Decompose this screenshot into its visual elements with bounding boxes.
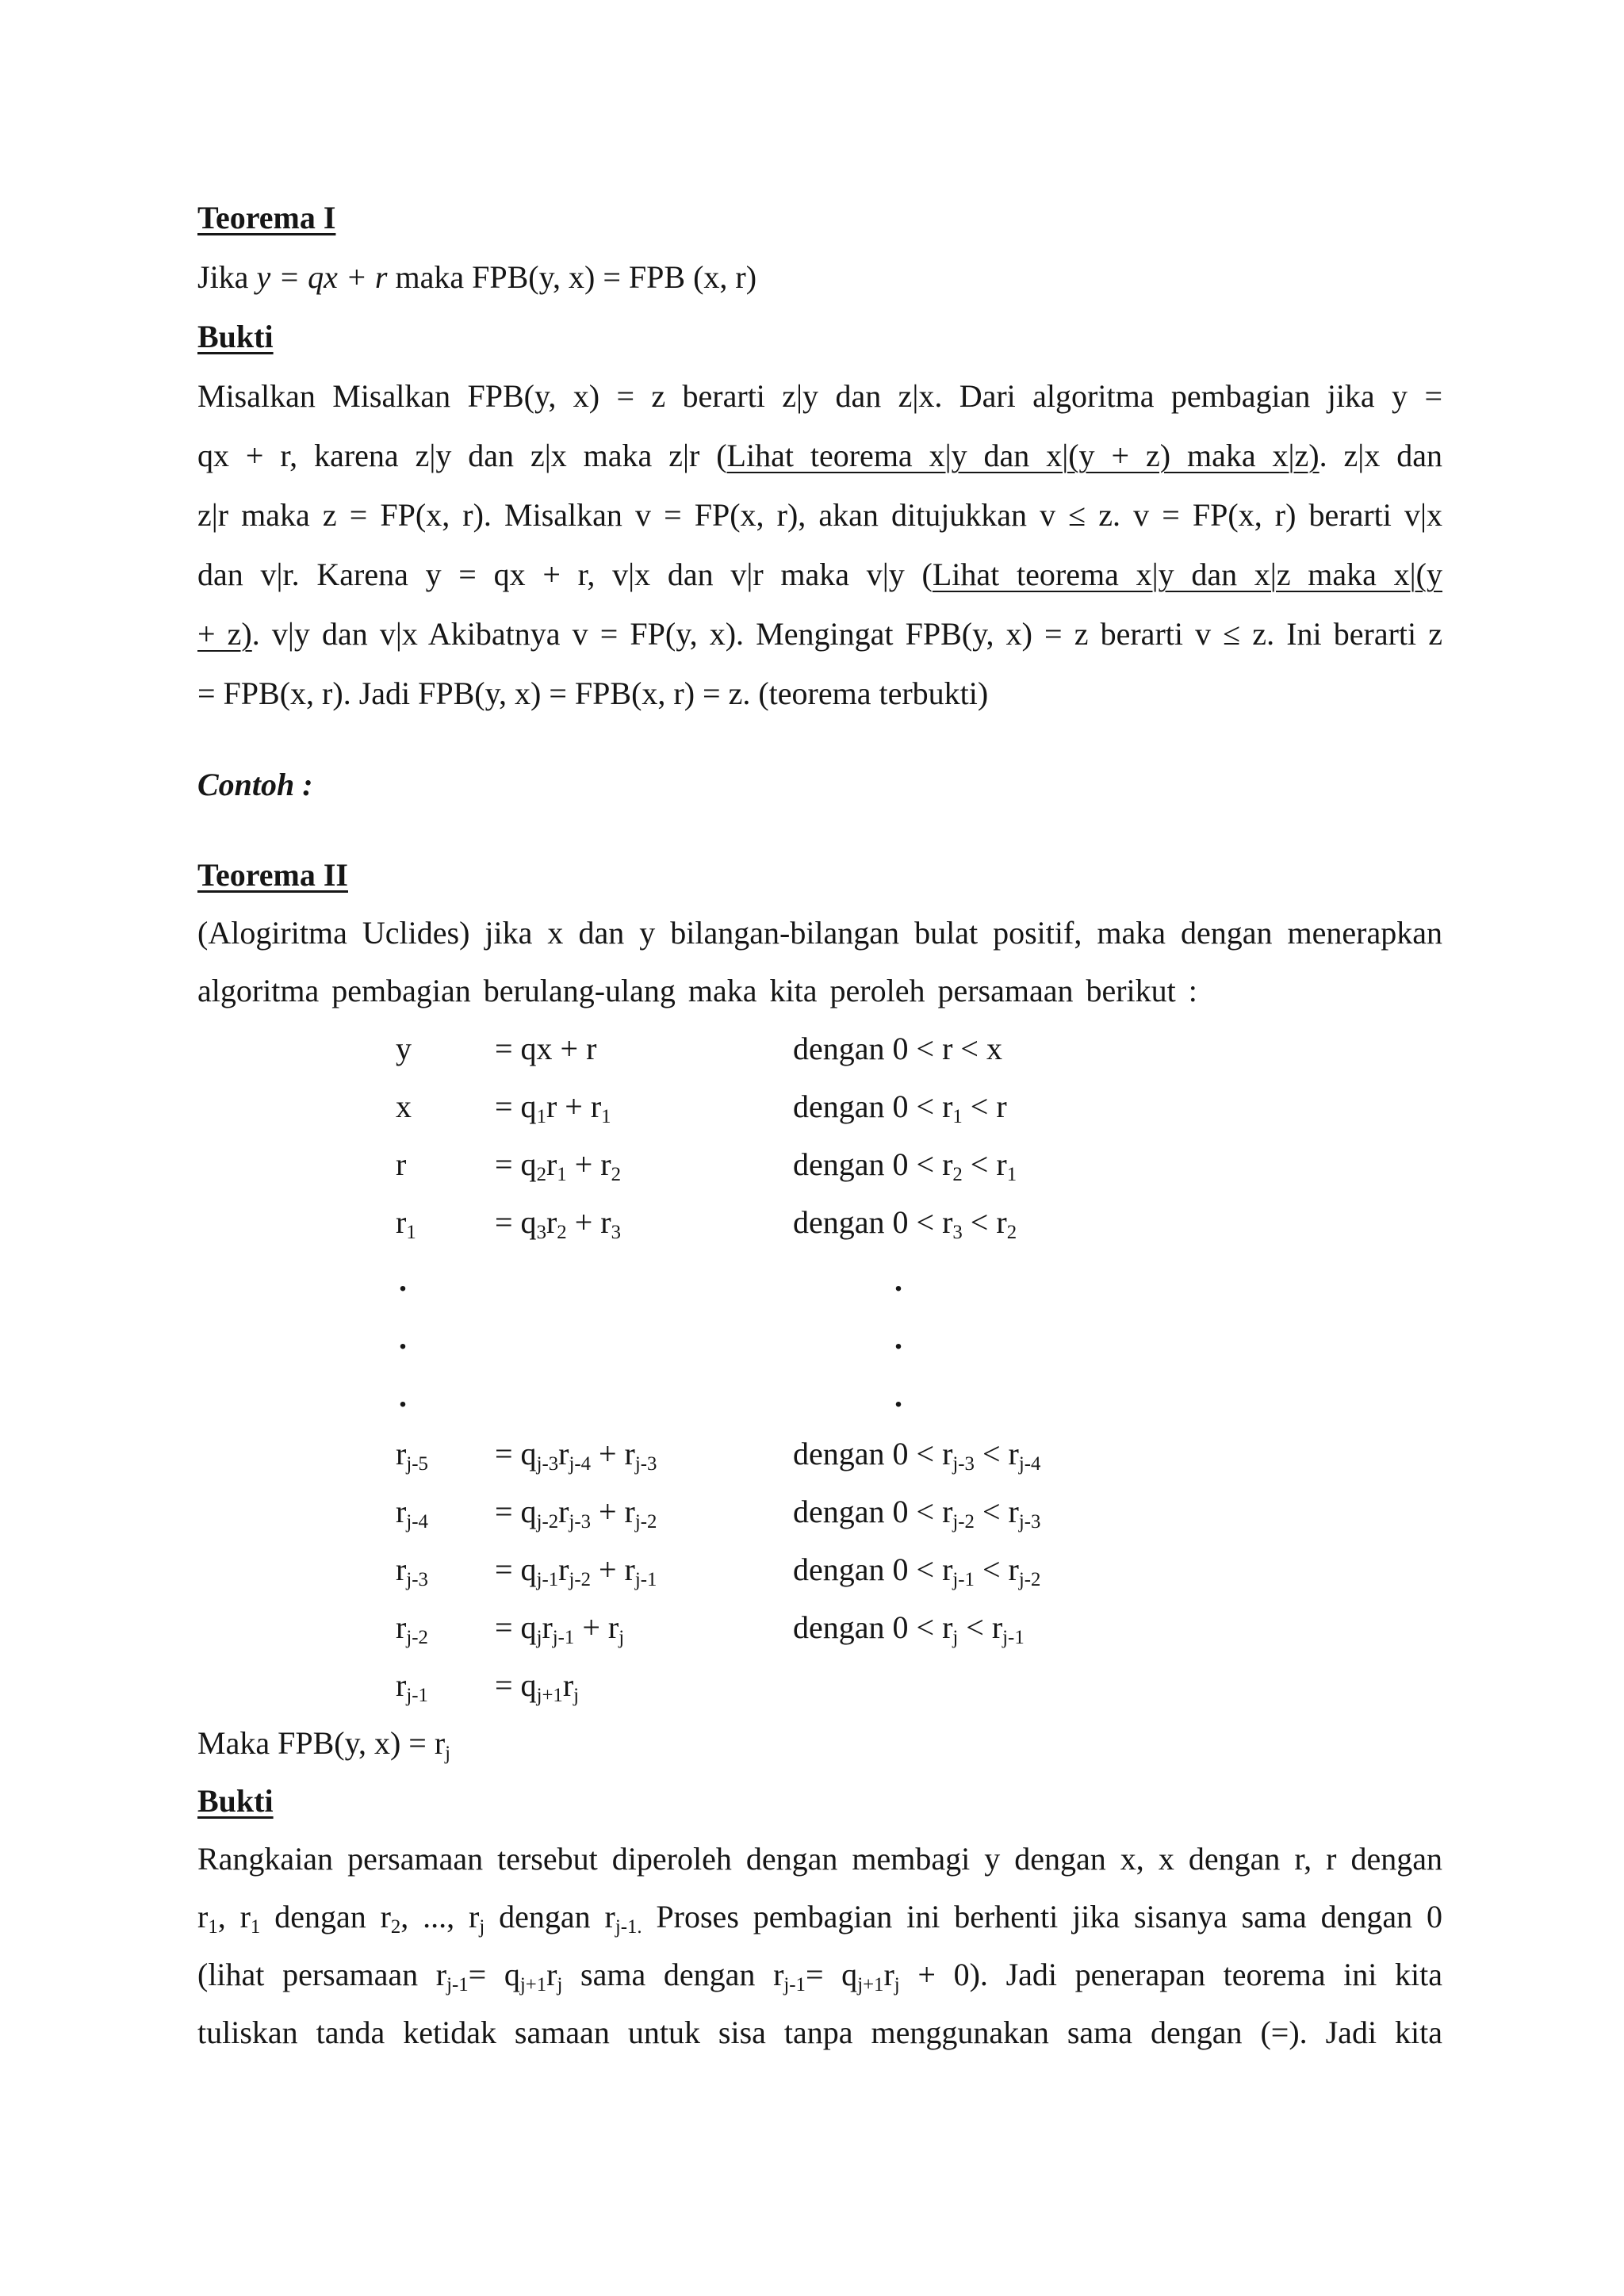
proof-line	[197, 485, 1442, 545]
equation-lhs	[399, 1367, 407, 1425]
subscript: j-2	[406, 1626, 428, 1648]
equation-lhs	[396, 1656, 428, 1714]
text-run: dengan 0 < r < x	[793, 1031, 1002, 1066]
text-run: tuliskan tanda ketidak samaan untuk sisa tanpa menggunakan sama dengan (=). Jadi kita	[197, 2015, 1442, 2050]
text-run: dan v|r. Karena y = qx + r, v|x dan v|r maka v|y (	[197, 557, 933, 592]
ellipsis-row	[197, 1309, 1442, 1367]
equation-lhs	[396, 1483, 428, 1540]
conclusion-line	[197, 1714, 1442, 1772]
proof-line	[197, 1888, 1442, 1946]
subscript: j-1	[1002, 1626, 1025, 1648]
subscript: j-2	[634, 1510, 657, 1533]
text-run: z|r maka z = FP(x, r). Misalkan v = FP(x, r), akan ditujukkan v ≤ z. v = FP(x, r) berarti v|x	[197, 497, 1442, 533]
intro-line	[197, 904, 1442, 962]
text-run: Maka FPB(y, x) = r	[197, 1725, 446, 1761]
text-run: dengan 0 < r	[793, 1436, 953, 1471]
equation-rhs	[495, 1135, 621, 1193]
subscript: j-4	[569, 1452, 591, 1475]
text-run: r	[562, 1667, 574, 1703]
equation-row	[197, 1020, 1442, 1077]
italic-text: y = qx + r	[256, 259, 388, 295]
text-run: algoritma pembagian berulang-ulang maka kita peroleh persamaan berikut :	[197, 973, 1197, 1008]
subscript: j-1	[952, 1568, 975, 1590]
text-run: < r	[974, 1494, 1019, 1529]
text-run: < r	[962, 1089, 1007, 1124]
text-run: qx + r, karena z|y dan z|x maka z|r (	[197, 438, 727, 473]
text-run: sama dengan r	[562, 1957, 784, 1992]
equation-rhs	[495, 1598, 624, 1656]
subscript: j+1	[857, 1973, 884, 1996]
text-run: dengan r	[485, 1899, 615, 1934]
text-run: .	[399, 1378, 407, 1414]
equation-lhs	[399, 1251, 407, 1309]
text-run: + r	[590, 1436, 635, 1471]
theorem-2-section	[197, 846, 1442, 2061]
subscript: j-2	[1018, 1568, 1041, 1590]
subscript: j-3	[406, 1568, 428, 1590]
subscript: j-4	[1018, 1452, 1041, 1475]
theorem-1-title: Teorema I	[197, 200, 336, 235]
equation-rhs	[495, 1425, 657, 1483]
proof-line	[197, 366, 1442, 426]
text-run: .	[399, 1262, 407, 1298]
subscript: 2	[952, 1163, 963, 1185]
subscript: j-1	[536, 1568, 559, 1590]
subscript: 2	[536, 1163, 546, 1185]
equation-condition	[793, 1193, 1017, 1251]
text-run: = q	[495, 1436, 537, 1471]
text-run: .	[399, 1320, 407, 1356]
text-run: r	[546, 1146, 557, 1182]
text-run: = q	[495, 1552, 537, 1587]
subscript: j	[479, 1915, 485, 1938]
text-run: + 0). Jadi penerapan teorema ini kita	[899, 1957, 1443, 1992]
text-run: + r	[590, 1552, 635, 1587]
text-run: = q	[468, 1957, 520, 1992]
subscript: j-2	[569, 1568, 591, 1590]
subscript: j-3	[536, 1452, 559, 1475]
proof-line	[197, 545, 1442, 604]
text-run: = q	[805, 1957, 858, 1992]
text-run: = q	[495, 1667, 537, 1703]
proof-label: Bukti	[197, 319, 274, 354]
text-run: = FPB(x, r). Jadi FPB(y, x) = FPB(x, r) = z. (teorema terbukti)	[197, 675, 989, 711]
intro-line	[197, 962, 1442, 1020]
equation-row	[197, 1193, 1442, 1251]
subscript: j	[619, 1626, 625, 1648]
proof-line	[197, 1946, 1442, 2003]
heading-line	[197, 1772, 1442, 1830]
subscript: 1	[208, 1915, 218, 1938]
example-label: Contoh :	[197, 767, 313, 802]
text-run: r	[546, 1204, 557, 1240]
subscript: 3	[952, 1221, 963, 1243]
text-run: r	[396, 1552, 407, 1587]
subscript: 1	[601, 1105, 611, 1127]
text-run: dengan r	[260, 1899, 391, 1934]
ellipsis-row	[197, 1251, 1442, 1309]
text-run: dengan 0 < r	[793, 1089, 953, 1124]
text-run: = q	[495, 1204, 537, 1240]
subscript: j-4	[406, 1510, 428, 1533]
equation-row	[197, 1656, 1442, 1714]
subscript: j-3	[952, 1452, 975, 1475]
underlined-reference: Lihat teorema x|y dan x|z maka x|(y	[932, 557, 1443, 592]
subscript: 3	[611, 1221, 621, 1243]
text-run: r	[396, 1667, 407, 1703]
text-run: = q	[495, 1494, 537, 1529]
text-run: Rangkaian persamaan tersebut diperoleh dengan membagi y dengan x, x dengan r, r dengan	[197, 1841, 1442, 1877]
text-run: < r	[974, 1552, 1019, 1587]
equation-condition	[793, 1598, 1025, 1656]
text-run: . v|y dan v|x Akibatnya v = FP(y, x). Mengingat FPB(y, x) = z berarti v ≤ z. Ini berarti z	[251, 616, 1443, 652]
subscript: j	[573, 1684, 580, 1706]
text-run: r	[558, 1552, 569, 1587]
subscript: 1	[250, 1915, 261, 1938]
heading-line	[197, 188, 1442, 247]
theorem-2-title: Teorema II	[197, 857, 348, 893]
subscript: 1	[536, 1105, 546, 1127]
text-run: , r	[217, 1899, 251, 1934]
equation-rhs	[495, 1193, 621, 1251]
subscript: j-1	[634, 1568, 657, 1590]
equation-rhs	[495, 1656, 579, 1714]
text-run: r	[396, 1204, 407, 1240]
text-run: r	[883, 1957, 894, 1992]
text-run: + r	[574, 1609, 619, 1645]
equation-condition	[793, 1077, 1007, 1135]
underlined-reference: + z)	[197, 616, 252, 652]
subscript: 2	[390, 1915, 401, 1938]
text-run: = q	[495, 1146, 537, 1182]
text-run: + r	[590, 1494, 635, 1529]
subscript: j-3	[1018, 1510, 1041, 1533]
subscript: j-1	[552, 1626, 575, 1648]
theorem-1-statement	[197, 247, 1442, 307]
equation-lhs	[396, 1077, 412, 1135]
text-run: r	[396, 1146, 407, 1182]
subscript: 2	[611, 1163, 621, 1185]
ellipsis-row	[197, 1367, 1442, 1425]
subscript: j-1	[406, 1684, 428, 1706]
subscript: j	[445, 1742, 451, 1764]
equation-lhs	[396, 1020, 412, 1077]
proof-line	[197, 2003, 1442, 2061]
text-run: (Alogiritma Uclides) jika x dan y bilangan-bilangan bulat positif, maka dengan menerapkan	[197, 915, 1442, 951]
subscript: 1	[952, 1105, 963, 1127]
equation-table	[197, 1020, 1442, 1714]
subscript: 2	[557, 1221, 567, 1243]
proof-label: Bukti	[197, 1783, 274, 1819]
underlined-reference: Lihat teorema x|y dan x|(y + z) maka x|z)	[726, 438, 1320, 473]
subscript: j	[557, 1973, 563, 1996]
text-run: r	[542, 1609, 553, 1645]
text-run: y	[396, 1031, 412, 1066]
equation-row	[197, 1425, 1442, 1483]
equation-condition	[793, 1483, 1040, 1540]
text-run: + r	[566, 1204, 611, 1240]
text-run: < r	[974, 1436, 1019, 1471]
equation-condition	[793, 1135, 1017, 1193]
equation-rhs	[495, 1077, 611, 1135]
text-run: < r	[962, 1146, 1007, 1182]
text-run: , ..., r	[400, 1899, 480, 1934]
text-run: dengan 0 < r	[793, 1146, 953, 1182]
equation-lhs	[396, 1135, 406, 1193]
equation-rhs	[495, 1540, 657, 1598]
subscript: j-3	[569, 1510, 591, 1533]
text-run: .	[894, 1320, 902, 1356]
theorem-1-section	[197, 188, 1442, 723]
equation-rhs	[495, 1483, 657, 1540]
proof-line	[197, 664, 1442, 723]
text-run: r	[396, 1609, 407, 1645]
subscript: j-1.	[615, 1915, 642, 1938]
text-run: Proses pembagian ini berhenti jika sisanya sama dengan 0	[642, 1899, 1443, 1934]
text-run: maka FPB(y, x) = FPB (x, r)	[387, 259, 757, 295]
text-run: r	[197, 1899, 209, 1934]
equation-lhs	[396, 1425, 428, 1483]
subscript: j-5	[406, 1452, 428, 1475]
text-run: .	[894, 1378, 902, 1414]
subscript: j	[894, 1973, 900, 1996]
subscript: 1	[406, 1221, 416, 1243]
text-run: r	[396, 1436, 407, 1471]
equation-condition	[894, 1309, 902, 1367]
equation-condition	[894, 1367, 902, 1425]
subscript: j-3	[634, 1452, 657, 1475]
text-run: < r	[958, 1609, 1003, 1645]
equation-row	[197, 1540, 1442, 1598]
equation-condition	[793, 1540, 1040, 1598]
text-run: Misalkan Misalkan FPB(y, x) = z berarti z|y dan z|x. Dari algoritma pembagian jika y =	[197, 378, 1442, 414]
text-run: dengan 0 < r	[793, 1204, 953, 1240]
text-run: r + r	[546, 1089, 602, 1124]
proof-line	[197, 604, 1442, 664]
subscript: j-2	[536, 1510, 559, 1533]
text-run: Jika	[197, 259, 257, 295]
text-run: = q	[495, 1089, 537, 1124]
equation-condition	[894, 1251, 902, 1309]
text-run: + r	[566, 1146, 611, 1182]
proof-line	[197, 1830, 1442, 1888]
equation-lhs	[396, 1540, 428, 1598]
equation-lhs	[396, 1193, 416, 1251]
text-run: < r	[962, 1204, 1007, 1240]
equation-row	[197, 1483, 1442, 1540]
subscript: 1	[557, 1163, 567, 1185]
heading-line	[197, 846, 1442, 904]
equation-rhs	[495, 1020, 596, 1077]
equation-condition	[793, 1425, 1040, 1483]
subscript: 1	[1006, 1163, 1017, 1185]
text-run: dengan 0 < r	[793, 1552, 953, 1587]
text-run: = qx + r	[495, 1031, 597, 1066]
subscript: j-2	[952, 1510, 975, 1533]
text-run: x	[396, 1089, 412, 1124]
heading-line	[197, 307, 1442, 366]
subscript: j+1	[519, 1973, 547, 1996]
text-run: .	[894, 1262, 902, 1298]
equation-row	[197, 1135, 1442, 1193]
subscript: j+1	[536, 1684, 563, 1706]
text-run: . z|x dan	[1319, 438, 1442, 473]
equation-lhs	[396, 1598, 428, 1656]
text-run: r	[558, 1436, 569, 1471]
subscript: 2	[1006, 1221, 1017, 1243]
equation-lhs	[399, 1309, 407, 1367]
text-run: (lihat persamaan r	[197, 1957, 447, 1992]
subscript: j	[952, 1626, 959, 1648]
proof-line	[197, 426, 1442, 485]
equation-row	[197, 1598, 1442, 1656]
text-run: r	[558, 1494, 569, 1529]
text-run: r	[546, 1957, 557, 1992]
text-run: dengan 0 < r	[793, 1609, 953, 1645]
subscript: j	[536, 1626, 542, 1648]
equation-row	[197, 1077, 1442, 1135]
subscript: 3	[536, 1221, 546, 1243]
equation-condition	[793, 1020, 1002, 1077]
text-run: dengan 0 < r	[793, 1494, 953, 1529]
subscript: j-1	[783, 1973, 806, 1996]
text-run: = q	[495, 1609, 537, 1645]
text-run: r	[396, 1494, 407, 1529]
subscript: j-1	[446, 1973, 469, 1996]
